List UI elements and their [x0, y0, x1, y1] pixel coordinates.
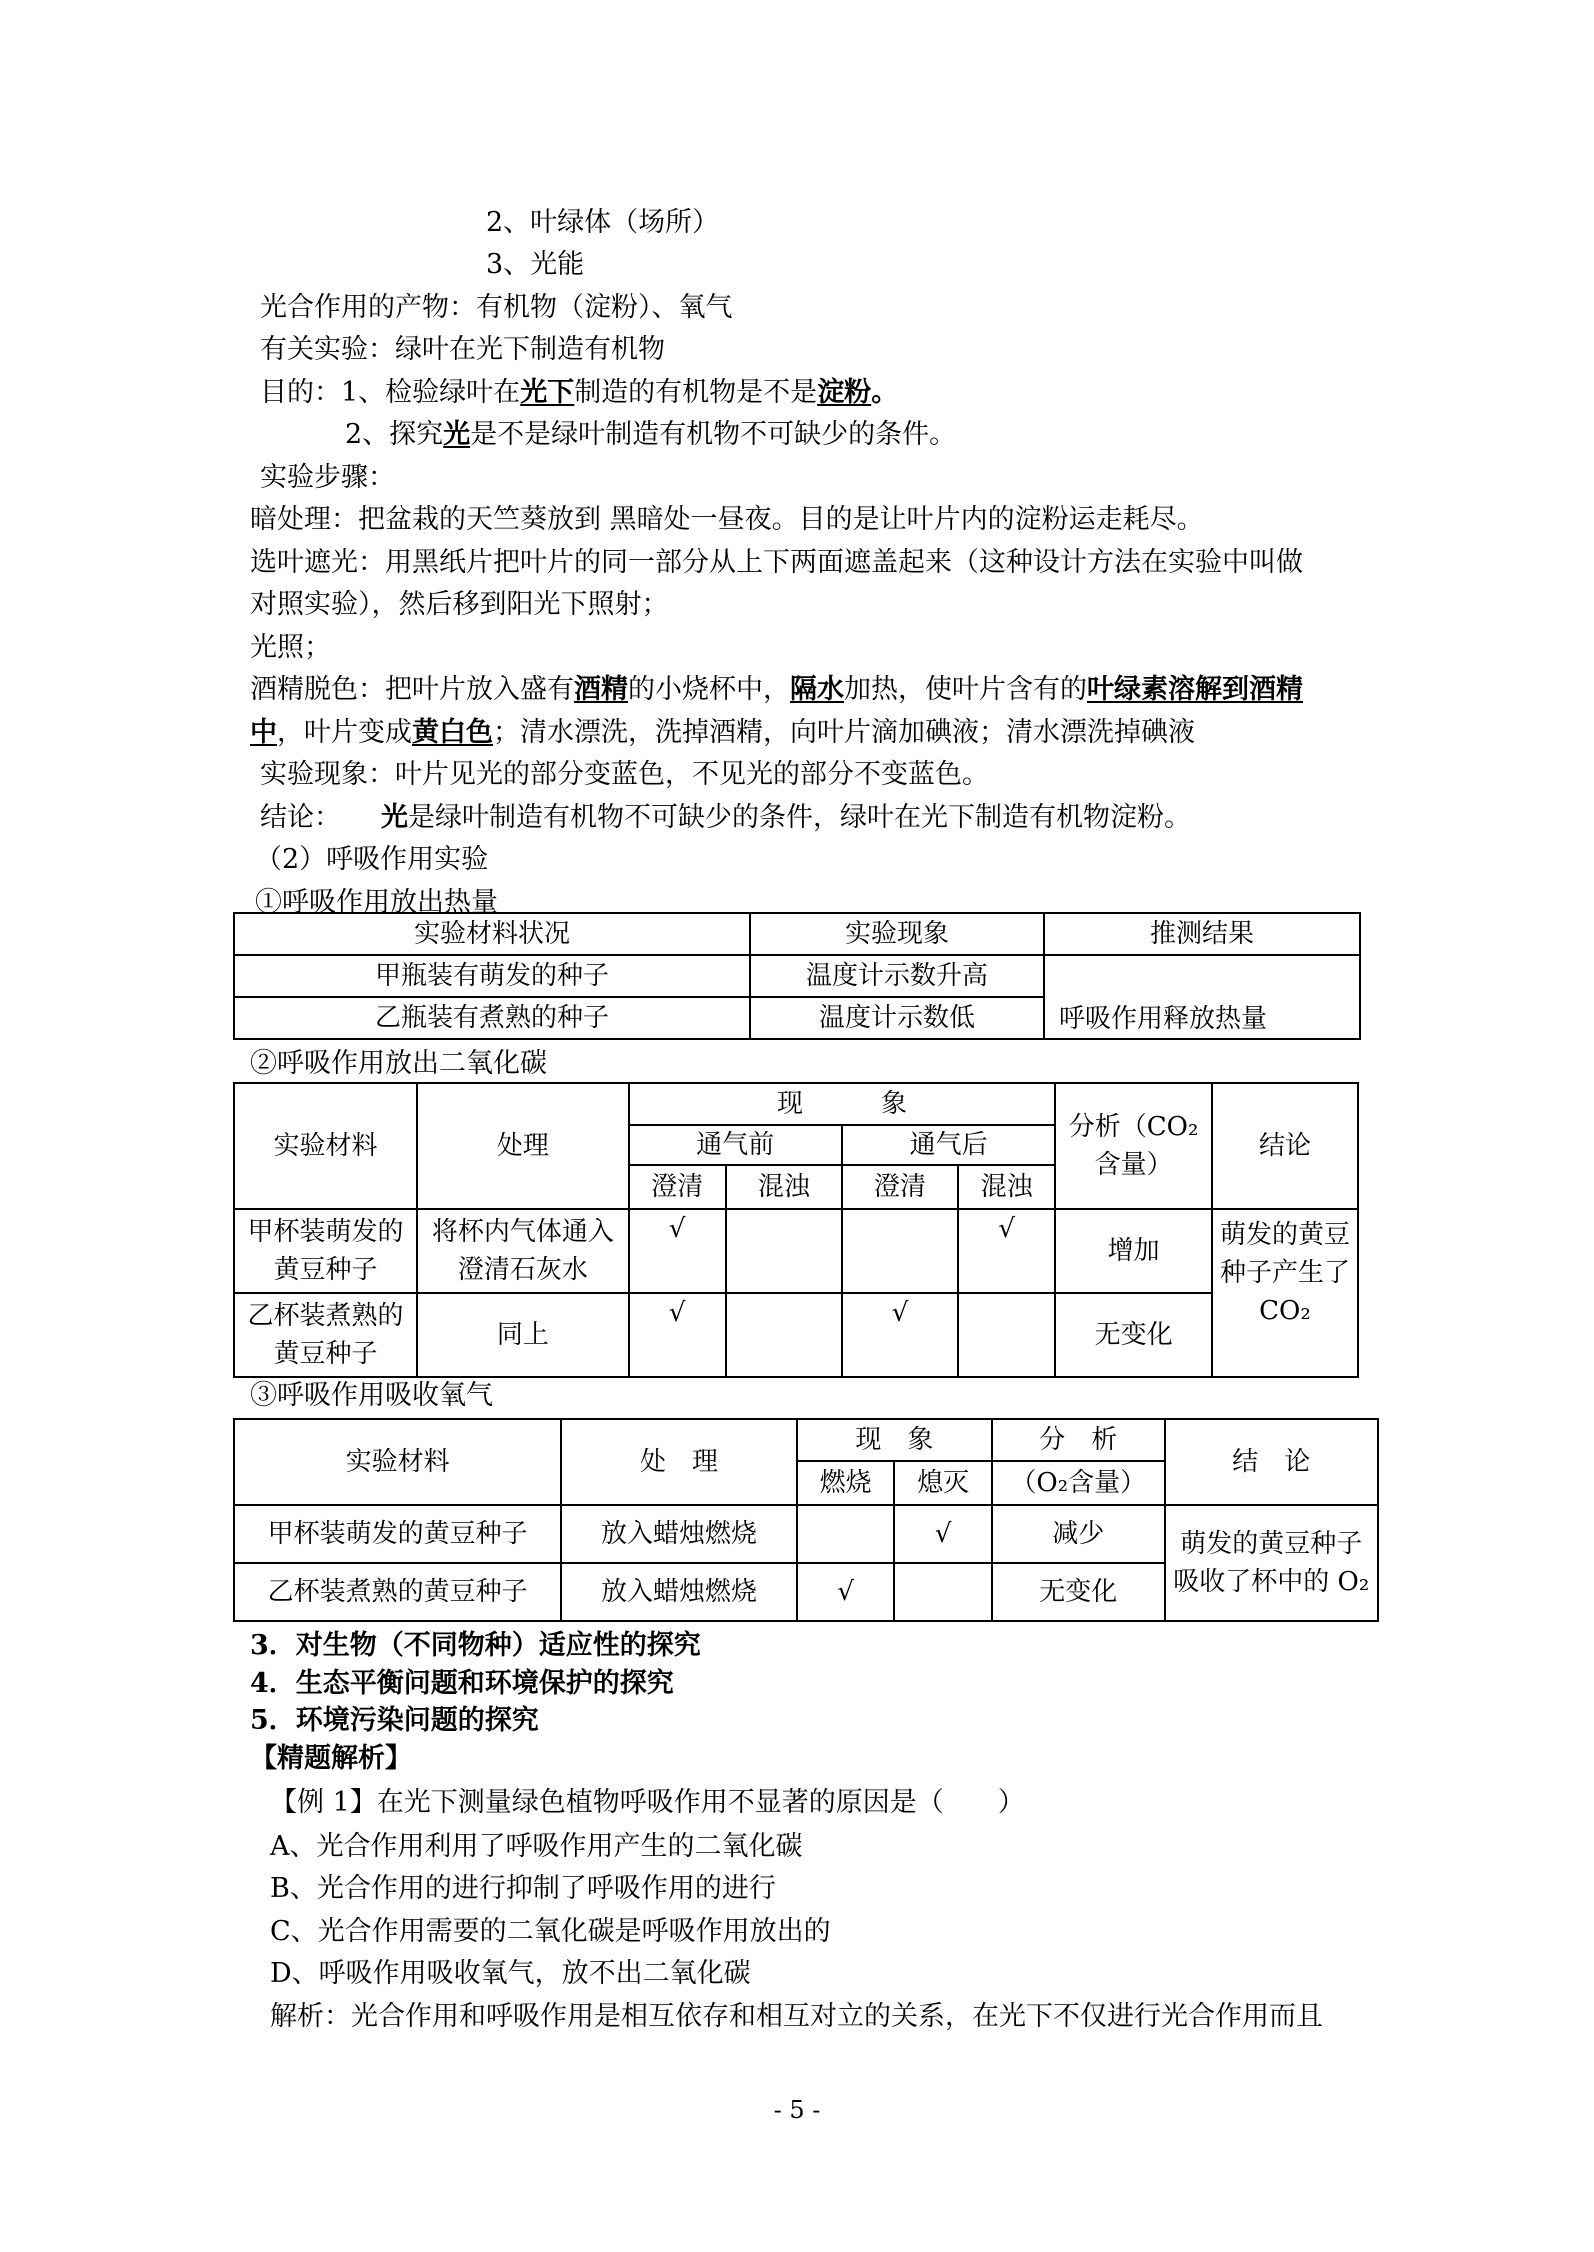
section-heading: 5．环境污染问题的探究	[250, 1705, 539, 1736]
table-cell: 同上	[417, 1293, 629, 1377]
table-cell: 乙杯装煮熟的黄豆种子	[234, 1293, 417, 1377]
text-line	[260, 375, 898, 411]
explanation: 解析：光合作用和呼吸作用是相互依存和相互对立的关系，在光下不仅进行光合作用而且	[270, 2001, 1323, 2032]
text-line: 选叶遮光：用黑纸片把叶片的同一部分从上下两面遮盖起来（这种设计方法在实验中叫做	[250, 547, 1303, 578]
table-cell: √	[842, 1293, 958, 1377]
text-run: ；清水漂洗，洗掉酒精，向叶片滴加碘液；清水漂洗掉碘液	[493, 717, 1195, 748]
text-run: 加热，使叶片含有的	[844, 674, 1087, 705]
table-cell: √	[629, 1293, 726, 1377]
table-header: 结 论	[1165, 1419, 1378, 1505]
table-cell: 甲瓶装有萌发的种子	[234, 955, 750, 997]
table-header: 实验材料	[234, 1419, 561, 1505]
text-line: 光合作用的产物：有机物（淀粉）、氧气	[260, 292, 733, 323]
text-run: 是不是绿叶制造有机物不可缺少的条件。	[470, 419, 957, 450]
table-cell: 减少	[992, 1505, 1165, 1563]
table-cell: √	[894, 1505, 992, 1563]
answer-option: D、呼吸作用吸收氧气，放不出二氧化碳	[270, 1958, 751, 1989]
section-heading: 3．对生物（不同物种）适应性的探究	[250, 1630, 701, 1661]
answer-option: A、光合作用利用了呼吸作用产生的二氧化碳	[270, 1831, 803, 1862]
section-heading: 4．生态平衡问题和环境保护的探究	[250, 1668, 674, 1699]
emphasis: 光下	[520, 377, 575, 408]
table-header: 混浊	[726, 1165, 842, 1209]
table-cell: 放入蜡烛燃烧	[561, 1563, 797, 1621]
table-header: 现 象	[629, 1083, 1056, 1125]
emphasis: 酒精	[574, 674, 628, 705]
table-header: 处 理	[561, 1419, 797, 1505]
text-line	[345, 417, 956, 453]
table-header: 分析（CO₂含量）	[1055, 1083, 1212, 1209]
text-line: ①呼吸作用放出热量	[255, 887, 498, 918]
table-cell: 甲杯装萌发的黄豆种子	[234, 1209, 417, 1293]
text-line: 有关实验：绿叶在光下制造有机物	[260, 334, 665, 365]
table-cell	[797, 1505, 895, 1563]
table-header: 混浊	[958, 1165, 1055, 1209]
table-cell: 放入蜡烛燃烧	[561, 1505, 797, 1563]
table-header: 分 析	[992, 1419, 1165, 1461]
text-line: 暗处理：把盆栽的天竺葵放到 黑暗处一昼夜。目的是让叶片内的淀粉运走耗尽。	[250, 504, 1204, 535]
text-line: 实验现象：叶片见光的部分变蓝色，不见光的部分不变蓝色。	[260, 759, 989, 790]
answer-option: C、光合作用需要的二氧化碳是呼吸作用放出的	[270, 1916, 831, 1947]
table-cell	[726, 1293, 842, 1377]
text-line: 对照实验），然后移到阳光下照射；	[250, 589, 669, 620]
table-header: 通气后	[842, 1125, 1055, 1165]
table-cell: √	[629, 1209, 726, 1293]
table-cell: 增加	[1055, 1209, 1212, 1293]
answer-option: B、光合作用的进行抑制了呼吸作用的进行	[270, 1873, 776, 1904]
table-cell	[726, 1209, 842, 1293]
table-header: 澄清	[629, 1165, 726, 1209]
text-run: 的小烧杯中，	[628, 674, 790, 705]
emphasis: 光	[381, 802, 408, 833]
text-run: ，叶片变成	[277, 717, 412, 748]
table-cell: 乙瓶装有煮熟的种子	[234, 997, 750, 1039]
table-cell: 乙杯装煮熟的黄豆种子	[234, 1563, 561, 1621]
text-line: ③呼吸作用吸收氧气	[250, 1380, 493, 1411]
text-run: 制造的有机物是不是	[574, 377, 818, 408]
table-cell: 无变化	[1055, 1293, 1212, 1377]
table-header: 实验材料	[234, 1083, 417, 1209]
table-cell: 将杯内气体通入澄清石灰水	[417, 1209, 629, 1293]
text-line: 2、叶绿体（场所）	[486, 207, 720, 238]
table-cell: 温度计示数低	[750, 997, 1044, 1039]
table-header: 现 象	[797, 1419, 992, 1461]
table-header: 实验材料状况	[234, 913, 750, 955]
page-number: - 5 -	[773, 2096, 821, 2124]
text-run: 是绿叶制造有机物不可缺少的条件，绿叶在光下制造有机物淀粉。	[408, 802, 1191, 833]
table-header: 处理	[417, 1083, 629, 1209]
text-line	[260, 800, 1191, 836]
text-line	[250, 672, 1303, 708]
table-header: 实验现象	[750, 913, 1044, 955]
table-cell	[894, 1563, 992, 1621]
emphasis: 黄白色	[412, 717, 493, 748]
emphasis: 中	[250, 717, 277, 748]
table-cell	[958, 1293, 1055, 1377]
text-run: 酒精脱色：把叶片放入盛有	[250, 674, 574, 705]
text-line: （2）呼吸作用实验	[255, 844, 489, 875]
table-cell: √	[797, 1563, 895, 1621]
table-header: 结论	[1212, 1083, 1358, 1209]
text-line: ②呼吸作用放出二氧化碳	[250, 1048, 547, 1079]
text-run: 2、探究	[345, 419, 444, 450]
table-header: （O₂含量）	[992, 1461, 1165, 1505]
text-line: 实验步骤：	[260, 462, 395, 493]
text-line: 光照；	[250, 632, 331, 663]
table-cell: 萌发的黄豆种子吸收了杯中的 O₂	[1165, 1505, 1378, 1621]
text-line: 3、光能	[486, 249, 585, 280]
section-heading: 【精题解析】	[250, 1743, 412, 1774]
table-cell: 无变化	[992, 1563, 1165, 1621]
table-cell: 萌发的黄豆种子产生了 CO₂	[1212, 1209, 1358, 1377]
table-cell	[842, 1209, 958, 1293]
text-run: 结论：	[260, 802, 341, 833]
oxygen-table	[233, 1418, 1379, 1622]
text-run: 目的：1、检验绿叶在	[260, 377, 521, 408]
table-header: 燃烧	[797, 1461, 895, 1505]
co2-table	[233, 1082, 1359, 1378]
text-line	[250, 715, 1195, 751]
emphasis: 光	[443, 419, 471, 450]
table-cell: 甲杯装萌发的黄豆种子	[234, 1505, 561, 1563]
table-header: 通气前	[629, 1125, 842, 1165]
emphasis: 隔水	[790, 674, 844, 705]
question-stem: 【例 1】在光下测量绿色植物呼吸作用不显著的原因是（ ）	[270, 1787, 1025, 1818]
table-cell: 呼吸作用释放热量	[1044, 955, 1360, 1039]
table-cell: 温度计示数升高	[750, 955, 1044, 997]
emphasis: 淀粉	[817, 377, 872, 408]
emphasis: 叶绿素溶解到酒精	[1087, 674, 1303, 705]
table-header: 推测结果	[1044, 913, 1360, 955]
table-header: 熄灭	[894, 1461, 992, 1505]
table-header: 澄清	[842, 1165, 958, 1209]
heat-table	[233, 912, 1361, 1040]
text-run: 。	[871, 377, 899, 408]
table-cell: √	[958, 1209, 1055, 1293]
